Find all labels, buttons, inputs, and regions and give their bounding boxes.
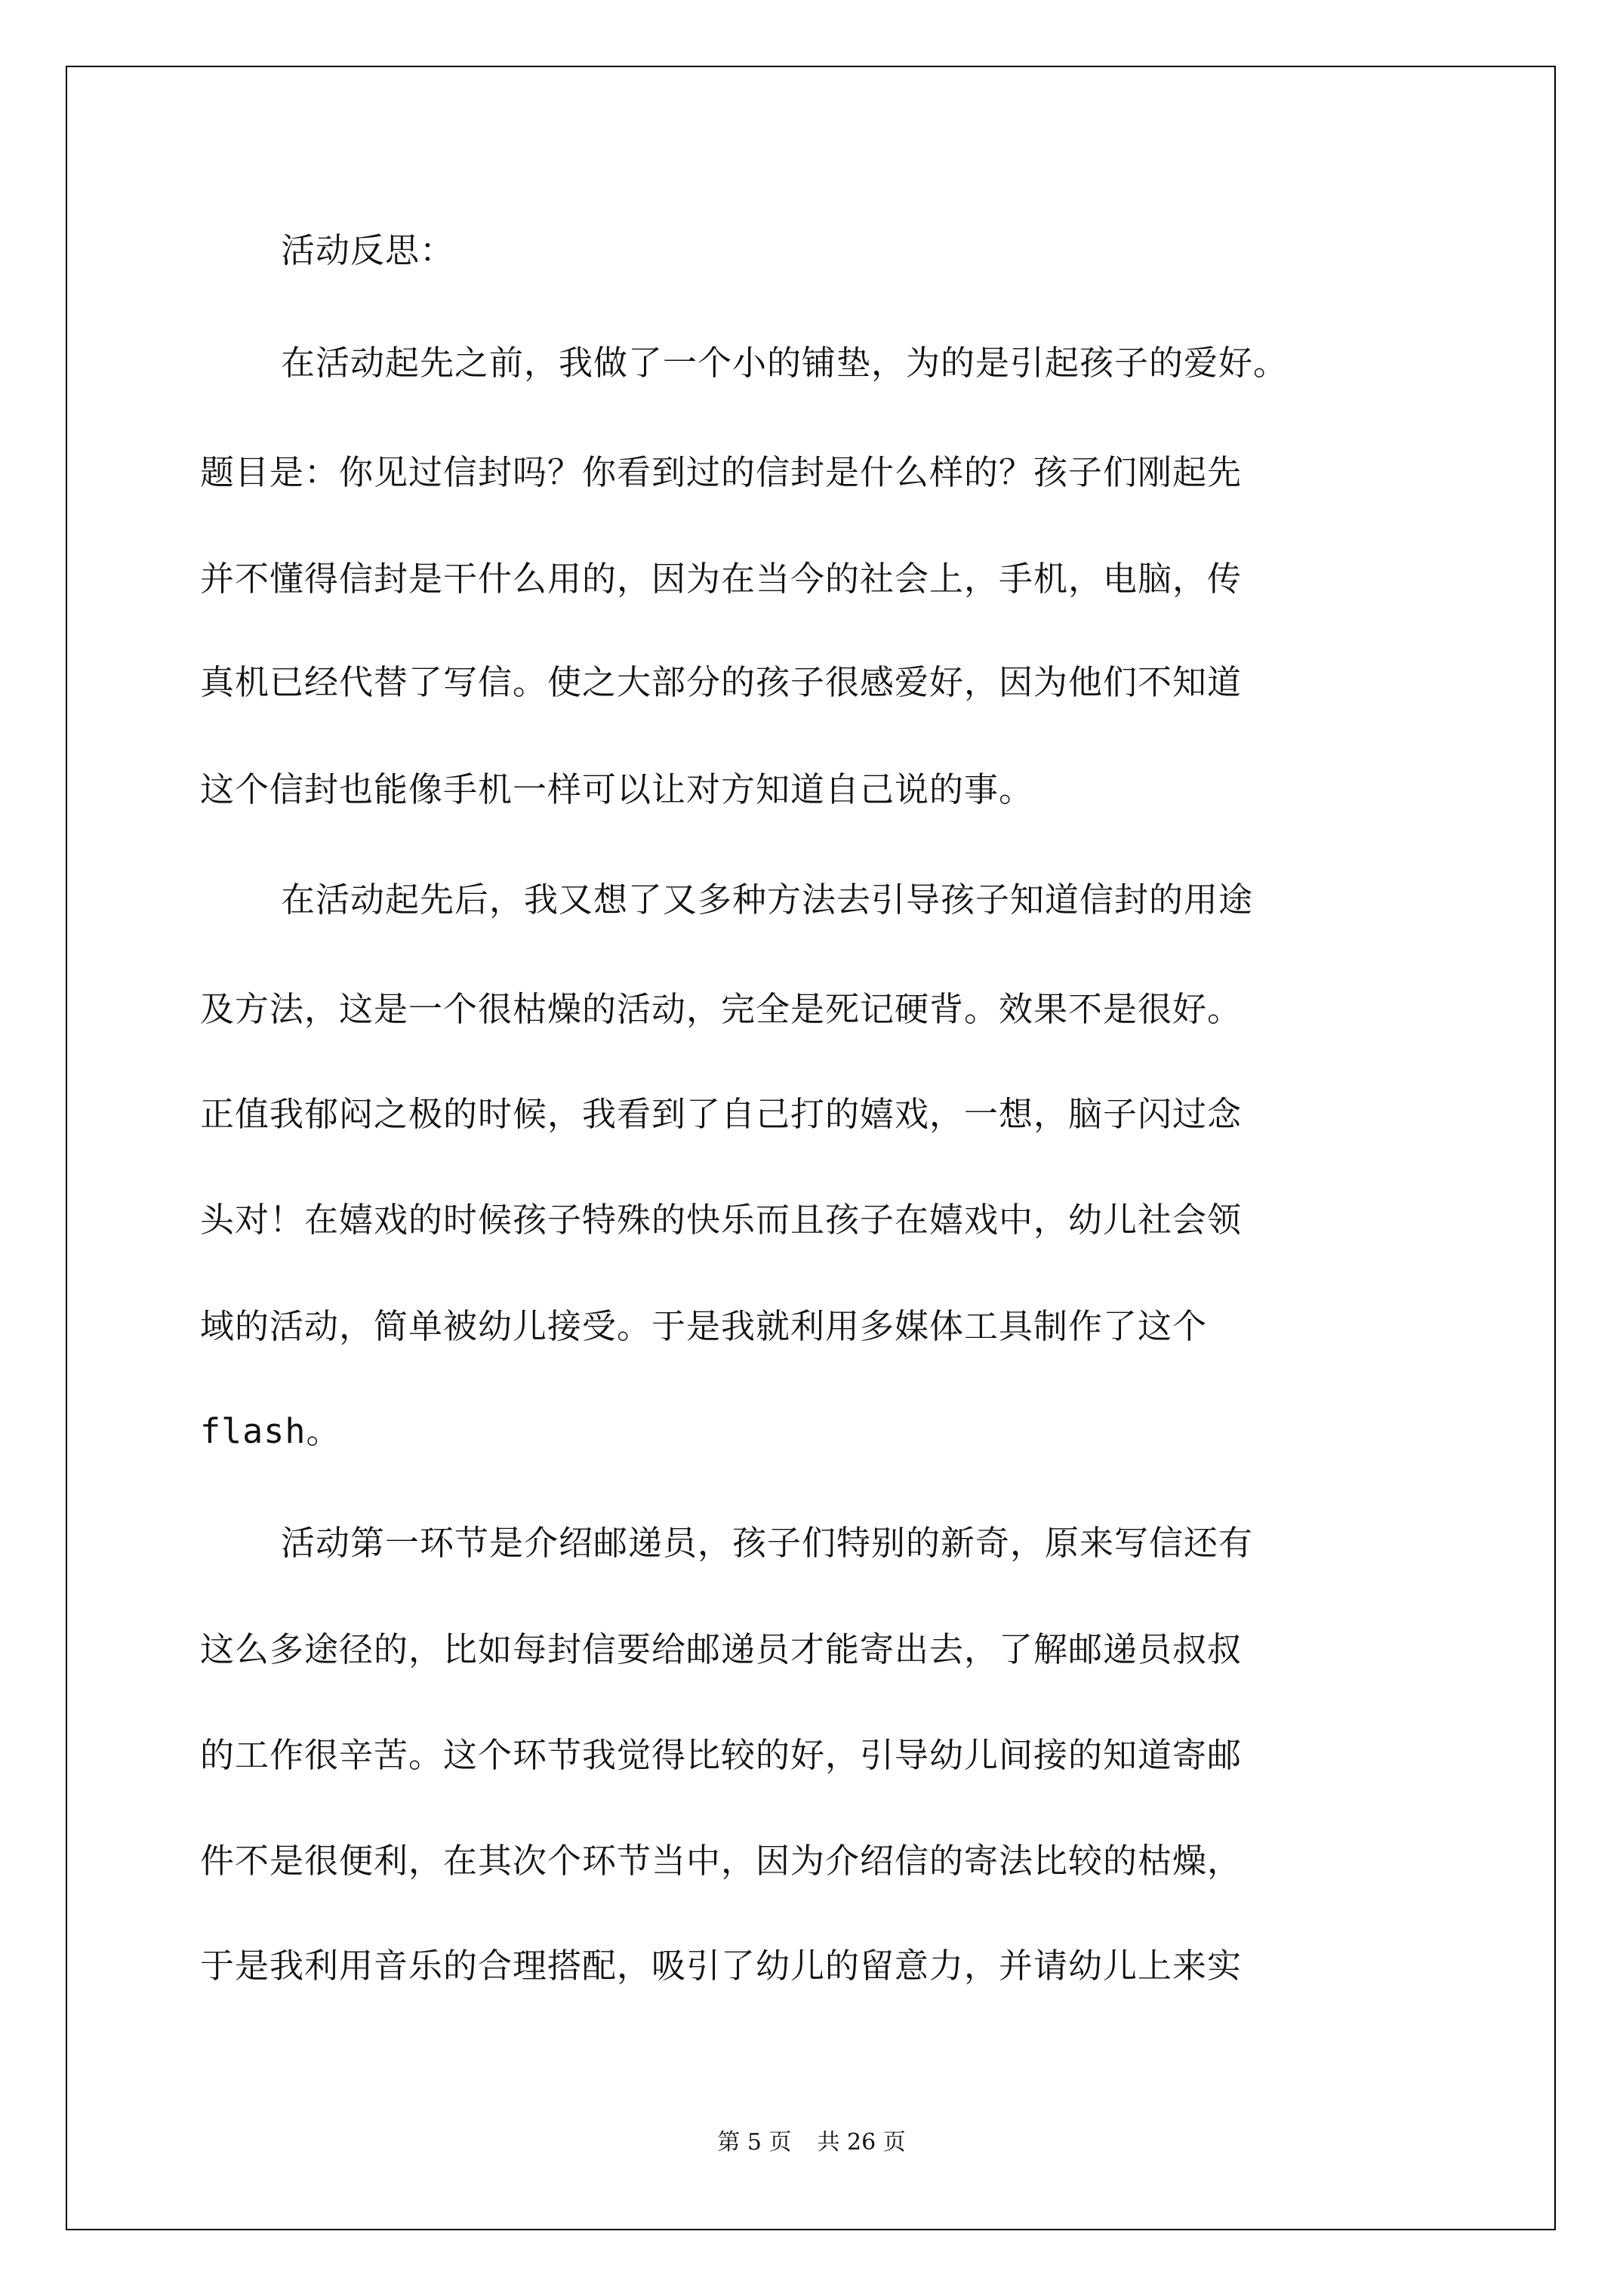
text-line: 在活动起先之前，我做了一个小的铺垫，为的是引起孩子的爱好。	[281, 343, 1289, 383]
text-line: 的工作很辛苦。这个环节我觉得比较的好，引导幼儿间接的知道寄邮	[200, 1735, 1243, 1775]
text-line: flash。	[200, 1411, 341, 1451]
text-line: 域的活动，简单被幼儿接受。于是我就利用多媒体工具制作了这个	[200, 1306, 1208, 1346]
page-border	[66, 66, 1556, 2230]
text-line: 头对！在嬉戏的时候孩子特殊的快乐而且孩子在嬉戏中，幼儿社会领	[200, 1200, 1243, 1240]
page-total: 共 26 页	[817, 2129, 906, 2156]
text-line: 题目是：你见过信封吗？你看到过的信封是什么样的？孩子们刚起先	[200, 452, 1243, 492]
text-line: 正值我郁闷之极的时候，我看到了自己打的嬉戏，一想，脑子闪过念	[200, 1094, 1243, 1134]
text-line: 并不懂得信封是干什么用的，因为在当今的社会上，手机，电脑，传	[200, 559, 1243, 599]
text-line: 活动第一环节是介绍邮递员，孩子们特别的新奇，原来写信还有	[281, 1523, 1254, 1563]
text-line: 件不是很便利，在其次个环节当中，因为介绍信的寄法比较的枯燥，	[200, 1841, 1243, 1881]
text-line: 这么多途径的，比如每封信要给邮递员才能寄出去，了解邮递员叔叔	[200, 1629, 1243, 1669]
page-footer	[0, 2128, 1623, 2158]
page-number: 第 5 页	[717, 2129, 792, 2156]
text-line: 在活动起先后，我又想了又多种方法去引导孩子知道信封的用途	[281, 880, 1254, 920]
text-line: 活动反思：	[281, 230, 455, 270]
text-line: 这个信封也能像手机一样可以让对方知道自己说的事。	[200, 769, 1034, 809]
text-line: 真机已经代替了写信。使之大部分的孩子很感爱好，因为他们不知道	[200, 662, 1243, 702]
text-line: 及方法，这是一个很枯燥的活动，完全是死记硬背。效果不是很好。	[200, 989, 1243, 1029]
text-line: 于是我利用音乐的合理搭配，吸引了幼儿的留意力，并请幼儿上来实	[200, 1946, 1243, 1986]
